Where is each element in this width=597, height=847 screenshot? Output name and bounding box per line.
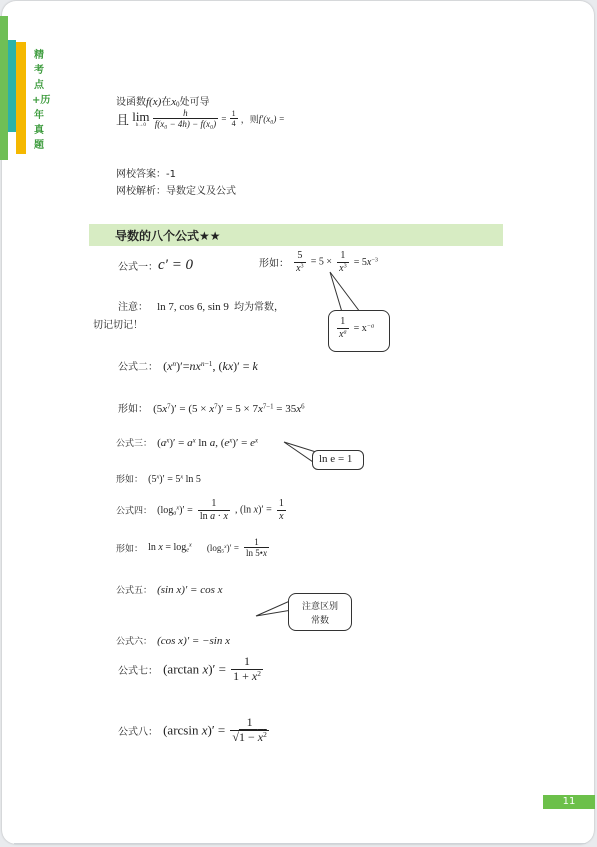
formula-2-example: 形如： $(5x^7)' = (5 \times x^7)' = 5 \times 7x^{7-1} = 35x^6$ bbox=[118, 403, 305, 415]
note-line: 注意： ln 7, cos 6, sin 9 均为常数， bbox=[118, 301, 284, 313]
formula-8: 公式八： (arcsin x)′ = $\frac{1}{√1 - x^2}$ bbox=[118, 715, 267, 744]
bottom-divider bbox=[14, 843, 586, 844]
answer-line: 网校答案：-1 bbox=[116, 169, 176, 180]
decor-stripe-yellow bbox=[16, 42, 26, 154]
page bbox=[2, 1, 594, 844]
question-line1: 设函数f(x)在$x_0$处可导 bbox=[116, 96, 210, 109]
formula-1: 公式一：c′ = 0 bbox=[118, 257, 194, 273]
callout-2: ln e = 1 bbox=[312, 450, 364, 470]
formula-6: 公式六： (cos x)′ = −sin x bbox=[116, 635, 230, 647]
formula-1-example: 形如： $\frac{5}{x^3}$ = 5 × $\frac{1}{x^3}$ = $5x^{-3}$ bbox=[259, 250, 378, 274]
section-title: 导数的八个公式★★ bbox=[115, 229, 221, 243]
decor-stripe-green bbox=[0, 16, 8, 160]
callout-1-pointer bbox=[326, 268, 366, 314]
formula-5: 公式五： (sin x)′ = cos x bbox=[116, 584, 223, 596]
decor-stripe-teal bbox=[8, 40, 16, 132]
formula-7: 公式七： (arctan x)′ = $\frac{1}{1 + x^2}$ bbox=[118, 654, 261, 683]
formula-4: 公式四： $(\log_a^x)'$ = $\frac{1}{\text{ln a · x}}$ , (ln x)′ = $\frac{1}{x}$ bbox=[116, 498, 284, 522]
callout-1: $\frac{1}{x^a}$ = $x^{-a}$ bbox=[328, 310, 390, 352]
formula-3-example: 形如： $(5^x)' = 5^x$ ln 5 bbox=[116, 473, 201, 485]
formula-3: 公式三： $(a^x)' = a^x$ ln a, $(e^x)' = e^x$ bbox=[116, 437, 258, 449]
note-line-2: 切记切记！ bbox=[93, 320, 143, 331]
formula-4-example: 形如： $\ln x = \log_e^x (\log_5^x)'$ = $\frac{1}{\ln 5•x}$ bbox=[116, 537, 267, 559]
analysis-line: 网校解析：导数定义及公式 bbox=[116, 186, 236, 197]
formula-2: 公式二： $(x^n)'=nx^{n-1}$, (kx)′ = k bbox=[118, 358, 258, 373]
section-title-bar bbox=[89, 224, 503, 246]
side-title: 精考点+历年真题 bbox=[32, 50, 51, 151]
callout-3: 注意区别 常数 bbox=[288, 593, 352, 631]
page-number: 11 bbox=[543, 795, 595, 809]
question-line2: 且 lim h→0 $\frac{h}{\text{f(x₀ − 4h) − f(x₀)}}$ = $\frac{1}{4}$ ，则f′(x₀) = bbox=[116, 108, 285, 130]
